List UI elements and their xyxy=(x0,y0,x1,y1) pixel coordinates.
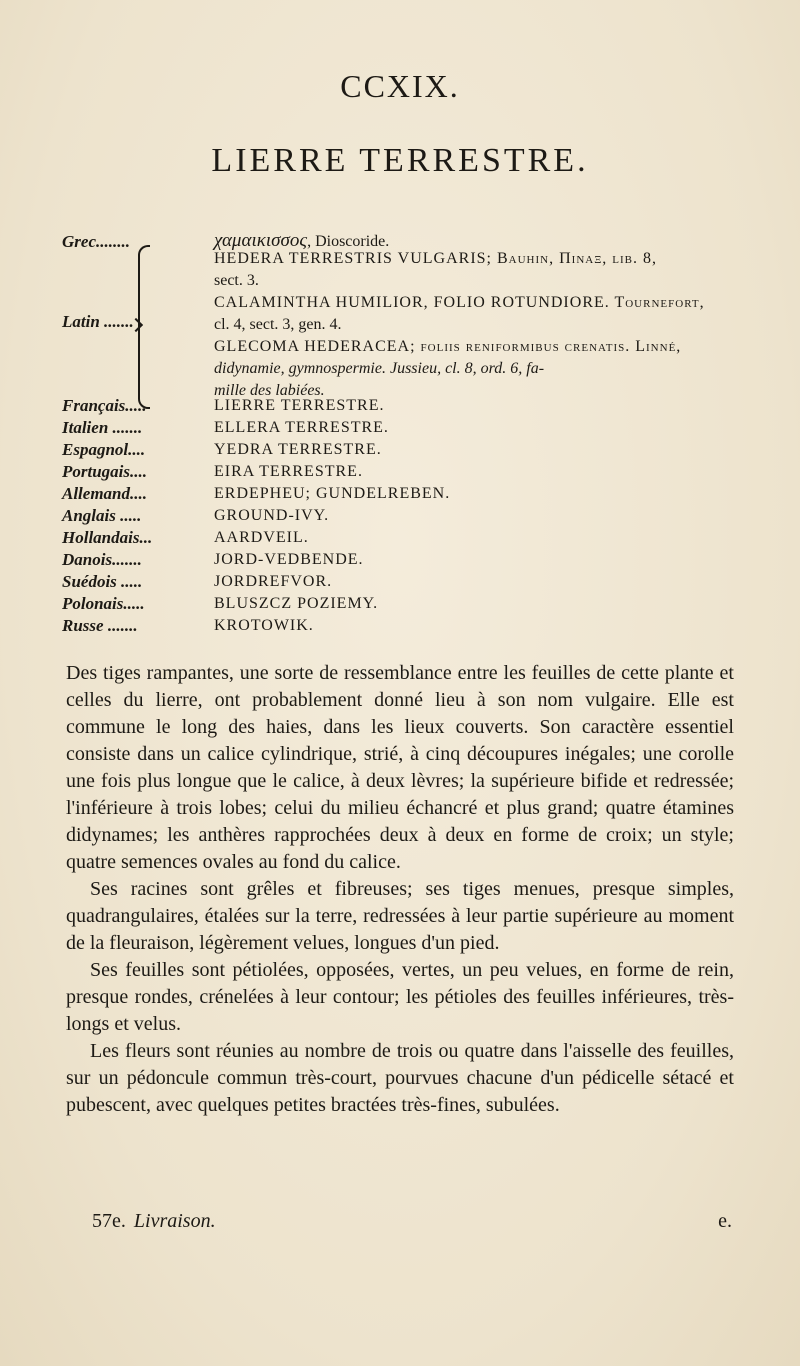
paragraph: Ses feuilles sont pétiolées, opposées, vertes, un peu velues, en forme de rein, presque rondes, crénelées à leur contour; les pétioles des feuilles inférieures, très-longs et velus. xyxy=(66,959,734,1035)
page-title: LIERRE TERRESTRE. xyxy=(211,142,589,179)
lang-label: Français..... xyxy=(62,396,147,415)
livraison-label: Livraison. xyxy=(133,1210,216,1232)
lang-label: Anglais ..... xyxy=(62,506,142,525)
lang-label: Russe ....... xyxy=(62,616,138,635)
greek-name-text: χαμαικισσος xyxy=(214,230,308,251)
greek-name xyxy=(214,230,774,252)
vernacular-name: BLUSZCZ POZIEMY. xyxy=(214,595,379,612)
lang-label: Polonais..... xyxy=(62,594,145,613)
paragraph: Les fleurs sont réunies au nombre de trois ou quatre dans l'aisselle des feuilles, sur un pédoncule commun très-court, pourvues chacune d'un pédicelle sétacé et pubescent, avec quelques petites bractées très-fines, subulées. xyxy=(66,1040,734,1116)
vernacular-name: LIERRE TERRESTRE. xyxy=(214,397,385,414)
lang-label: Portugais.... xyxy=(62,462,148,481)
vernacular-name: JORD-VEDBENDE. xyxy=(214,551,364,568)
lang-label: Hollandais... xyxy=(62,528,153,547)
page-footer xyxy=(92,1210,732,1233)
vernacular-name: JORDREFVOR. xyxy=(214,573,333,590)
signature-mark: e. xyxy=(718,1210,732,1232)
latin-line: mille des labiées. xyxy=(214,382,325,399)
vernacular-name: YEDRA TERRESTRE. xyxy=(214,441,382,458)
vernacular-name: GROUND-IVY. xyxy=(214,507,330,524)
vernacular-name: AARDVEIL. xyxy=(214,529,309,546)
paragraph: Des tiges rampantes, une sorte de ressemblance entre les feuilles de cette plante et celles du lierre, ont probablement donné lieu à son nom vulgaire. Elle est commune le long des haies, dans les lieux couverts. Son caractère essentiel consiste dans un calice cylindrique, strié, à cinq découpures inégales; une corolle une fois plus longue que le calice, à deux lèvres; la supérieure bifide et redressée; l'inférieure à trois lobes; celui du milieu échancré et plus grand; quatre étamines didynames; les anthères rapprochées deux à deux en forme de croix; un style; quatre semences ovales au fond du calice. xyxy=(66,662,734,873)
paragraph: Ses racines sont grêles et fibreuses; ses tiges menues, presque simples, quadrangulaires, étalées sur la terre, redressées à leur partie supérieure au moment de la fleuraison, légèrement velues, longues d'un pied. xyxy=(66,878,734,954)
lang-label: Danois....... xyxy=(62,550,142,569)
latin-line: CALAMINTHA HUMILIOR, FOLIO ROTUNDIORE. Tournefort, xyxy=(214,294,705,311)
greek-name-source: , Dioscoride. xyxy=(307,233,390,250)
description-text xyxy=(66,660,734,1119)
lang-label: Suédois ..... xyxy=(62,572,143,591)
livraison-number: 57e. xyxy=(92,1210,126,1232)
latin-line: didynamie, gymnospermie. Jussieu, cl. 8, ord. 6, fa- xyxy=(214,360,545,377)
vernacular-name: EIRA TERRESTRE. xyxy=(214,463,363,480)
latin-line: HEDERA TERRESTRIS VULGARIS; Bauhin, Πιναξ, lib. 8, xyxy=(214,250,658,267)
vernacular-name: KROTOWIK. xyxy=(214,617,314,634)
plate-number: CCXIX. xyxy=(340,68,460,104)
latin-line: cl. 4, sect. 3, gen. 4. xyxy=(214,316,342,333)
lang-label-grec: Grec........ xyxy=(62,232,130,251)
lang-label: Allemand.... xyxy=(62,484,148,503)
latin-line: GLECOMA HEDERACEA; foliis reniformibus crenatis. Linné, xyxy=(214,338,682,355)
lang-label: Espagnol.... xyxy=(62,440,146,459)
latin-line: sect. 3. xyxy=(214,272,259,289)
lang-label: Italien ....... xyxy=(62,418,143,437)
vernacular-name: ELLERA TERRESTRE. xyxy=(214,419,389,436)
lang-label-latin: Latin ....... xyxy=(62,312,134,331)
vernacular-name: ERDEPHEU; GUNDELREBEN. xyxy=(214,485,451,502)
